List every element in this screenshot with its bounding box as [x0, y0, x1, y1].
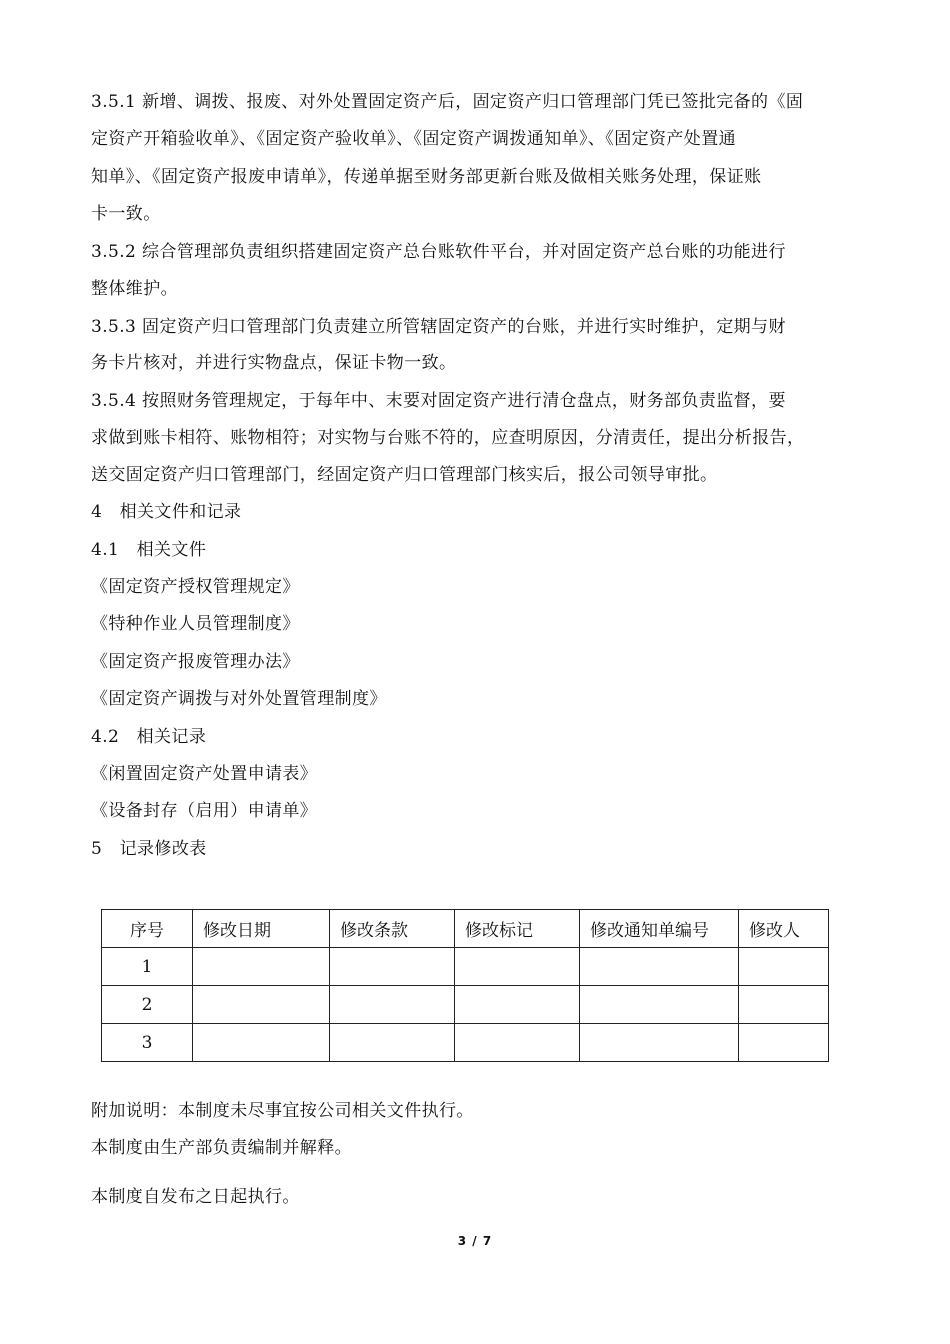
column-header-notice-number: 修改通知单编号: [580, 910, 739, 948]
table-cell: [455, 1024, 580, 1062]
column-header-modifier: 修改人: [739, 910, 829, 948]
authorship-note: 本制度由生产部负责编制并解释。: [91, 1138, 352, 1158]
table-header-row: [102, 910, 829, 948]
table-cell: [193, 986, 330, 1024]
column-header-clause: 修改条款: [330, 910, 455, 948]
paragraph-3-5-4-line-1: 3.5.4 按照财务管理规定，于每年中、末要对固定资产进行清仓盘点，财务部负责监督，要: [91, 391, 786, 411]
paragraph-3-5-4-line-3: 送交固定资产归口管理部门，经固定资产归口管理部门核实后，报公司领导审批。: [91, 465, 718, 485]
column-header-date: 修改日期: [193, 910, 330, 948]
table-row: [102, 948, 829, 986]
paragraph-3-5-1-line-1: 3.5.1 新增、调拨、报废、对外处置固定资产后，固定资产归口管理部门凭已签批完备的《固: [91, 92, 804, 112]
paragraph-3-5-3-line-2: 务卡片核对，并进行实物盘点，保证卡物一致。: [91, 353, 457, 373]
table-cell: [330, 948, 455, 986]
paragraph-3-5-3-line-1: 3.5.3 固定资产归口管理部门负责建立所管辖固定资产的台账，并进行实时维护，定期与财: [91, 317, 786, 337]
column-header-mark: 修改标记: [455, 910, 580, 948]
additional-note: 附加说明：本制度未尽事宜按公司相关文件执行。: [91, 1101, 474, 1121]
modification-record-table: [101, 909, 829, 1062]
table-row: [102, 986, 829, 1024]
page-number: 3 / 7: [457, 1234, 493, 1248]
table-cell: [455, 986, 580, 1024]
table-cell: [455, 948, 580, 986]
table-cell: [739, 948, 829, 986]
paragraph-3-5-2-line-2: 整体维护。: [91, 279, 178, 299]
heading-4-1: 4.1 相关文件: [91, 540, 207, 560]
table-cell: [193, 1024, 330, 1062]
table-cell: [330, 1024, 455, 1062]
effective-note: 本制度自发布之日起执行。: [91, 1187, 300, 1207]
paragraph-3-5-4-line-2: 求做到账卡相符、账物相符；对实物与台账不符的，应查明原因，分清责任，提出分析报告，: [91, 428, 805, 448]
table-cell: [580, 1024, 739, 1062]
related-doc-item: 《固定资产调拨与对外处置管理制度》: [91, 689, 387, 709]
table-cell: [580, 948, 739, 986]
table-row: [102, 1024, 829, 1062]
heading-4-2: 4.2 相关记录: [91, 727, 207, 747]
table-cell: [580, 986, 739, 1024]
related-doc-item: 《特种作业人员管理制度》: [91, 614, 300, 634]
related-doc-item: 《固定资产授权管理规定》: [91, 577, 300, 597]
table-cell: [739, 986, 829, 1024]
table-cell: [739, 1024, 829, 1062]
related-record-item: 《设备封存（启用）申请单》: [91, 801, 318, 821]
related-record-item: 《闲置固定资产处置申请表》: [91, 764, 318, 784]
paragraph-3-5-1-line-3: 知单》、《固定资产报废申请单》，传递单据至财务部更新台账及做相关账务处理，保证账: [91, 167, 762, 187]
table-cell: [330, 986, 455, 1024]
table-cell-index: 3: [102, 1024, 193, 1062]
heading-4: 4 相关文件和记录: [91, 502, 242, 522]
table-cell-index: 2: [102, 986, 193, 1024]
paragraph-3-5-1-line-4: 卡一致。: [91, 204, 161, 224]
paragraph-3-5-1-line-2: 定资产开箱验收单》、《固定资产验收单》、《固定资产调拨通知单》、《固定资产处置通: [91, 129, 736, 149]
column-header-index: 序号: [102, 910, 193, 948]
heading-5: 5 记录修改表: [91, 839, 207, 859]
table-cell-index: 1: [102, 948, 193, 986]
paragraph-3-5-2-line-1: 3.5.2 综合管理部负责组织搭建固定资产总台账软件平台，并对固定资产总台账的功能进行: [91, 242, 786, 262]
table-cell: [193, 948, 330, 986]
related-doc-item: 《固定资产报废管理办法》: [91, 652, 300, 672]
